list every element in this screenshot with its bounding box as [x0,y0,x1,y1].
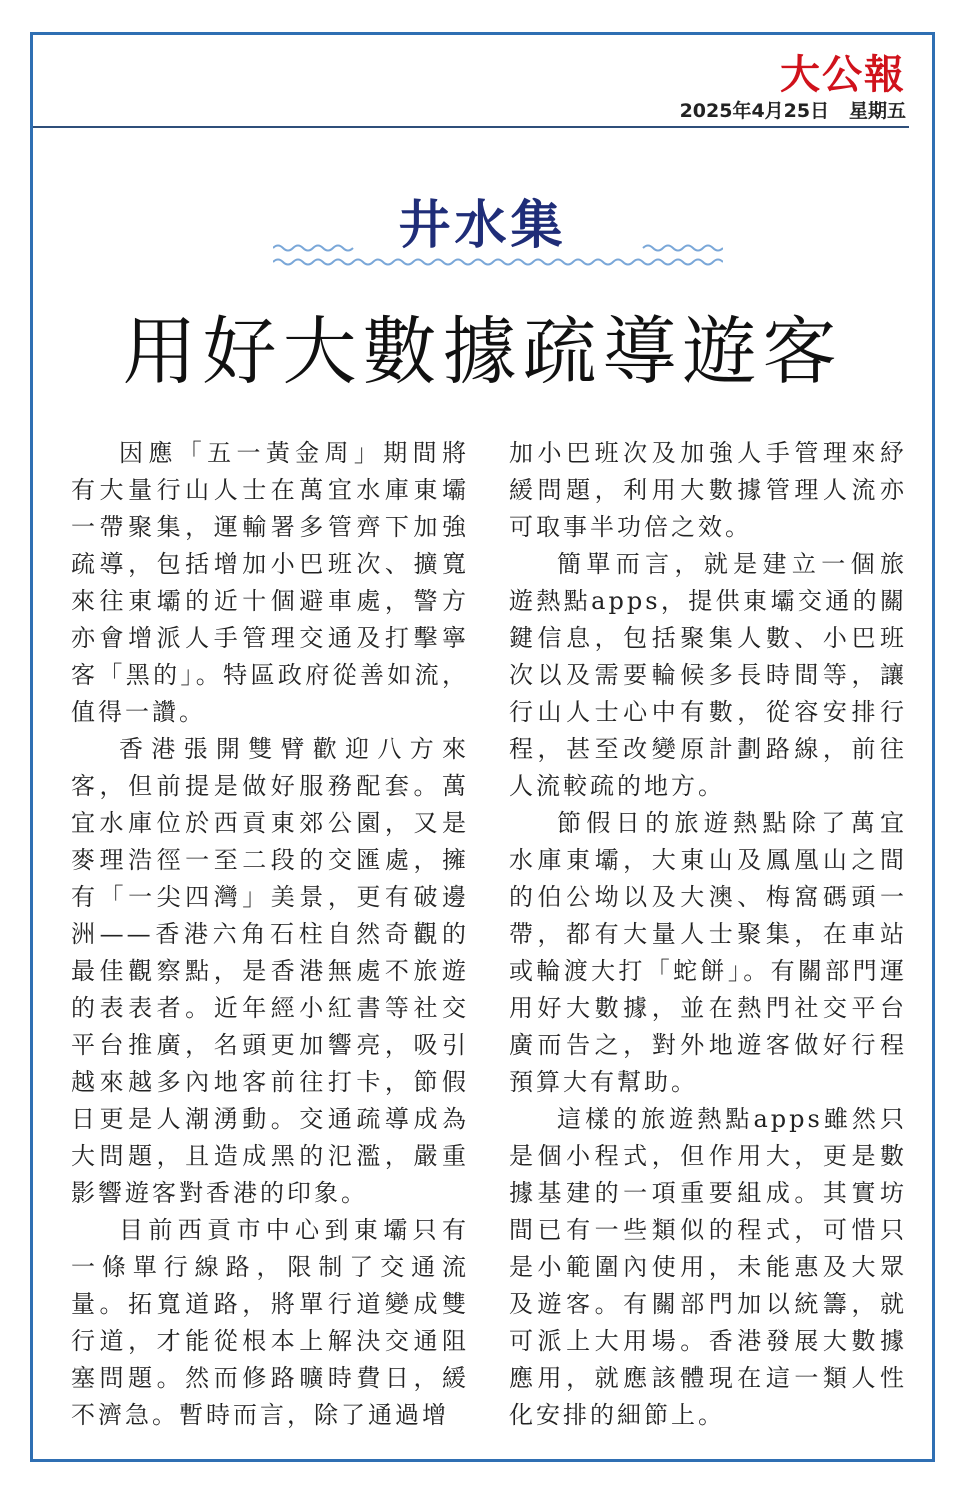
right-column [509,435,907,1434]
column-title: 井水集 [398,196,567,256]
paragraph: 這樣的旅遊熱點apps雖然只是個小程式，但作用大，更是數據基建的一項重要組成。其實坊間已有一些類似的程式，可惜只是小範圍內使用，未能惠及大眾及遊客。有關部門加以統籌，就可派上大用場。香港發展大數據應用，就應該體現在這一類人性化安排的細節上。 [509,1105,907,1429]
wave-right-line [643,246,723,251]
wave-bottom-line [273,260,723,265]
header-divider [33,126,909,128]
paragraph: 香港張開雙臂歡迎八方來客，但前提是做好服務配套。萬宜水庫位於西貢東郊公園，又是麥理浩徑一至二段的交匯處，擁有「一尖四灣」美景，更有破邊洲——香港六角石柱自然奇觀的最佳觀察點，是香港無處不旅遊的表表者。近年經小紅書等社交平台推廣，名頭更加響亮，吸引越來越多內地客前往打卡，節假日更是人潮湧動。交通疏導成為大問題，且造成黑的氾濫，嚴重影響遊客對香港的印象。 [71,735,469,1207]
article-frame [30,32,935,1462]
wave-left-line [273,246,353,251]
newspaper-logo: 大公報 [780,52,906,98]
paragraph: 因應「五一黃金周」期間將有大量行山人士在萬宜水庫東壩一帶聚集，運輸署多管齊下加強疏導，包括增加小巴班次、擴寬來往東壩的近十個避車處，警方亦會增派人手管理交通及打擊寧客「黑的」。特區政府從善如流，值得一讚。 [71,439,469,726]
article-body [71,435,905,1435]
paragraph-continued: 加小巴班次及加強人手管理來紓緩問題，利用大數據管理人流亦可取事半功倍之效。 [509,439,907,541]
weekday-text: 星期五 [848,100,906,122]
paragraph: 節假日的旅遊熱點除了萬宜水庫東壩，大東山及鳳凰山之間的伯公坳以及大澳、梅窩碼頭一帶，都有大量人士聚集，在車站或輪渡大打「蛇餅」。有關部門運用好大數據，並在熱門社交平台廣而告之，對外地遊客做好行程預算大有幫助。 [509,809,907,1096]
paragraph: 目前西貢市中心到東壩只有一條單行線路，限制了交通流量。拓寬道路，將單行道變成雙行道，才能從根本上解決交通阻塞問題。然而修路曠時費日，緩不濟急。暫時而言，除了通過增 [71,1216,469,1429]
date-text: 2025年4月25日 [679,100,830,122]
paragraph: 簡單而言，就是建立一個旅遊熱點apps，提供東壩交通的關鍵信息，包括聚集人數、小巴班次以及需要輪候多長時間等，讓行山人士心中有數，從容安排行程，甚至改變原計劃路線，前往人流較疏的地方。 [509,550,907,800]
left-column [71,435,469,1434]
masthead [680,53,906,123]
dateline [680,99,906,123]
wave-ornament [273,240,723,270]
headline: 用好大數據疏導遊客 [122,309,843,395]
